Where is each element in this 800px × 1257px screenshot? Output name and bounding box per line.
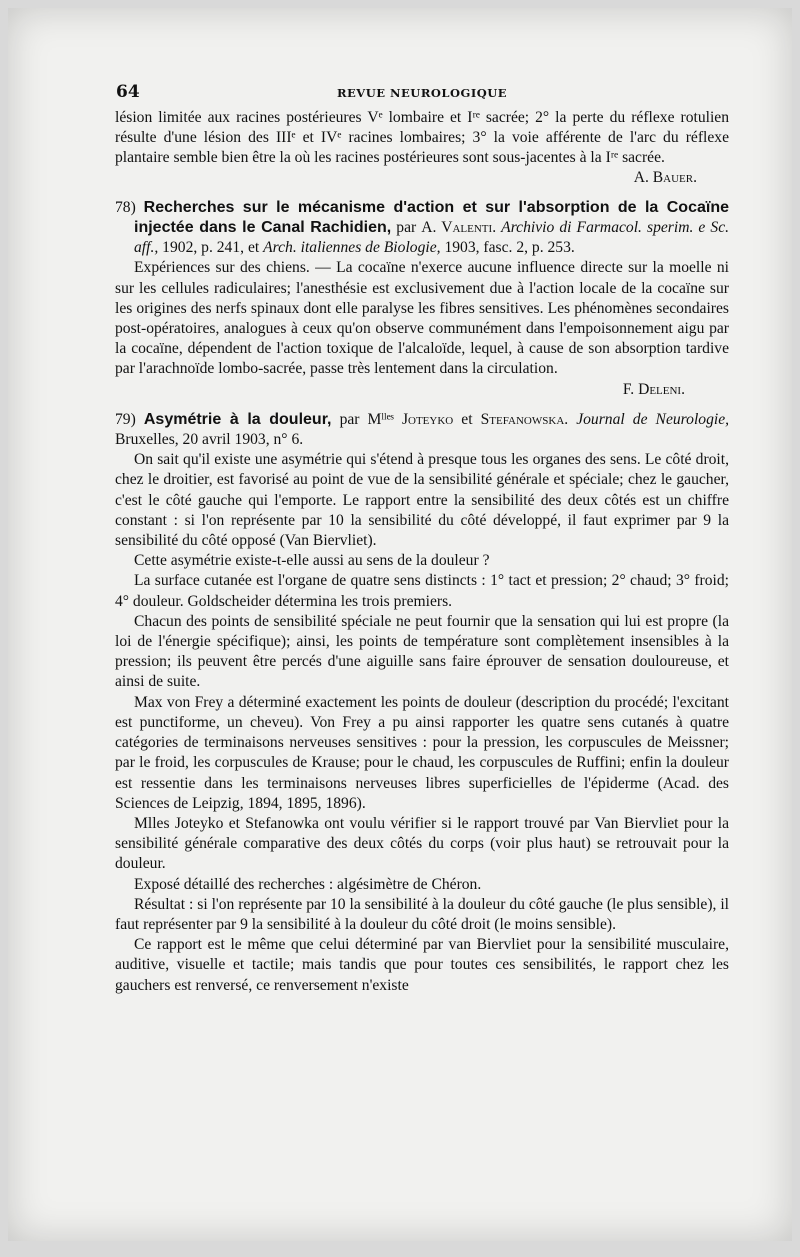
entry-79-author-2: Stefanowska. [480,410,569,428]
entry-79-paragraph: Exposé détaillé des recherches : algésimètre de Chéron. [134,875,482,893]
entry-79-ref: Bruxelles, 20 avril 1903, n° 6. [115,431,304,449]
entry-78-signature: F. Deleni. [622,380,685,398]
entry-79-title: Asymétrie à la douleur, [143,410,332,428]
entry-79-number: 79) [115,410,136,428]
scanned-page [8,8,792,1241]
entry-79-paragraph: Cette asymétrie existe-t-elle aussi au sens de la douleur ? [134,552,490,570]
entry-79-paragraph: La surface cutanée est l'organe de quatre sens distincts : 1° tact et pression; 2° chaud; 3° froid; 4° douleur. Goldscheider détermina les trois premiers. [115,572,729,610]
entry-78-author: A. Valenti. [421,219,497,237]
entry-79-paragraph: Chacun des points de sensibilité spéciale ne peut fournir que la sensation qui lui est propre (la loi de l'énergie spécifique); ainsi, les points de température sont complètement insensibles à la pression; ils peuvent être percés d'une aiguille sans faire éprouver de sensation douloureuse, et ainsi de suite. [115,612,729,691]
entry-79-paragraph: Max von Frey a déterminé exactement les points de douleur (description du procédé; l'excitant est punctiforme, un cheveu). Von Frey a pu ainsi rapporter les quatre sens cutanés à quatre catégories de terminaisons nerveuses sensitives : pour la pression, les corpuscules de Meissner; par le froid, les corpuscules de Krause; pour le chaud, les corpuscules de Ruffini; enfin la douleur est ressentie dans les terminaisons nerveuses libres superficielles de l'épiderme (Acad. des Sciences de Leipzig, 1894, 1895, 1896). [115,693,729,812]
page-body [115,108,729,996]
entry-78-journal-2: Arch. italiennes de Biologie, [263,239,441,257]
entry-78-heading: 78) Recherches sur le mécanisme d'action et sur l'absorption de la Cocaïne injectée dans le Canal Rachidien, par A. Valenti. Archivio di Farmacol. sperim. e Sc. aff., 1902, p. 241, et Arch. italiennes de Biologie, 1903, fasc. 2, p. 253. [115,198,730,257]
page-header [116,82,728,106]
entry-79-paragraph: Mlles Joteyko et Stefanowka ont voulu vérifier si le rapport trouvé par Van Biervliet pour la sensibilité générale comparative des deux côtés du corps (voir plus haut) se retrouvait pour la douleur. [115,814,729,873]
entry-78 [115,198,729,400]
entry-79-paragraph: On sait qu'il existe une asymétrie qui s'étend à presque tous les organes des sens. Le côté droit, chez le droitier, est favorisé au point de vue de la sensibilité générale et spéciale; chez le gaucher, c'est le côté gauche qui l'emporte. Le rapport entre la sensibilité des deux côtés est un chiffre constant : si l'on représente par 10 la sensibilité du côté développé, il faut exprimer par 9 la sensibilité du côté opposé (Van Biervliet). [115,451,729,550]
entry-79-paragraph: Résultat : si l'on représente par 10 la sensibilité à la douleur du côté gauche (le plus sensible), il faut représenter par 9 la sensibilité à la douleur du côté droit (le moins sensible). [115,895,729,933]
running-title: REVUE NEUROLOGIQUE [336,86,508,100]
continuation-signature: A. Bauer. [633,168,697,186]
entry-79-author-1: Joteyko [401,410,454,428]
entry-78-body: Expériences sur des chiens. — La cocaïne n'exerce aucune influence directe sur la moelle ni sur les cellules radiculaires; l'anesthésie est exclusivement due à l'action locale de la cocaïne sur les origines des nerfs spinaux dont elle paralyse les fibres sensitives. Les phénomènes secondaires post-opératoires, analogues à ceux qu'on observe communément dans l'empoisonnement aigu par la cocaïne, dépendent de l'action toxique de l'alcaloïde, lequel, à cause de son absorption tardive par l'arachnoïde lombo-sacrée, passe très lentement dans la circulation. [115,259,729,378]
entry-79-journal: Journal de Neurologie, [576,410,730,428]
entry-79-heading: 79) Asymétrie à la douleur, par Mˡˡᵉˢ Joteyko et Stefanowska. Journal de Neurologie, Bruxelles, 20 avril 1903, n° 6. [115,410,730,449]
entry-78-journal-1: Archivio di Farmacol. sperim. e Sc. aff., [134,219,730,257]
continuation-paragraph: lésion limitée aux racines postérieures Vᵉ lombaire et Iʳᵉ sacrée; 2° la perte du réflexe rotulien résulte d'une lésion des IIIᵉ et IVᵉ racines lombaires; 3° la voie afférente de l'arc du réflexe plantaire semble bien être la où les racines postérieures sont sous-jacentes à la Iʳᵉ sacrée. [115,109,729,167]
entry-78-title: Recherches sur le mécanisme d'action et sur l'absorption de la Cocaïne injectée dans le Canal Rachidien, [134,198,729,237]
entry-79 [115,410,729,996]
entry-78-number: 78) [115,198,136,216]
page-number: 64 [116,82,140,102]
entry-79-paragraph: Ce rapport est le même que celui déterminé par van Biervliet pour la sensibilité musculaire, auditive, visuelle et tactile; mais tandis que pour toutes ces sensibilités, le rapport chez les gauchers est renversé, ce renversement n'existe [115,936,729,994]
